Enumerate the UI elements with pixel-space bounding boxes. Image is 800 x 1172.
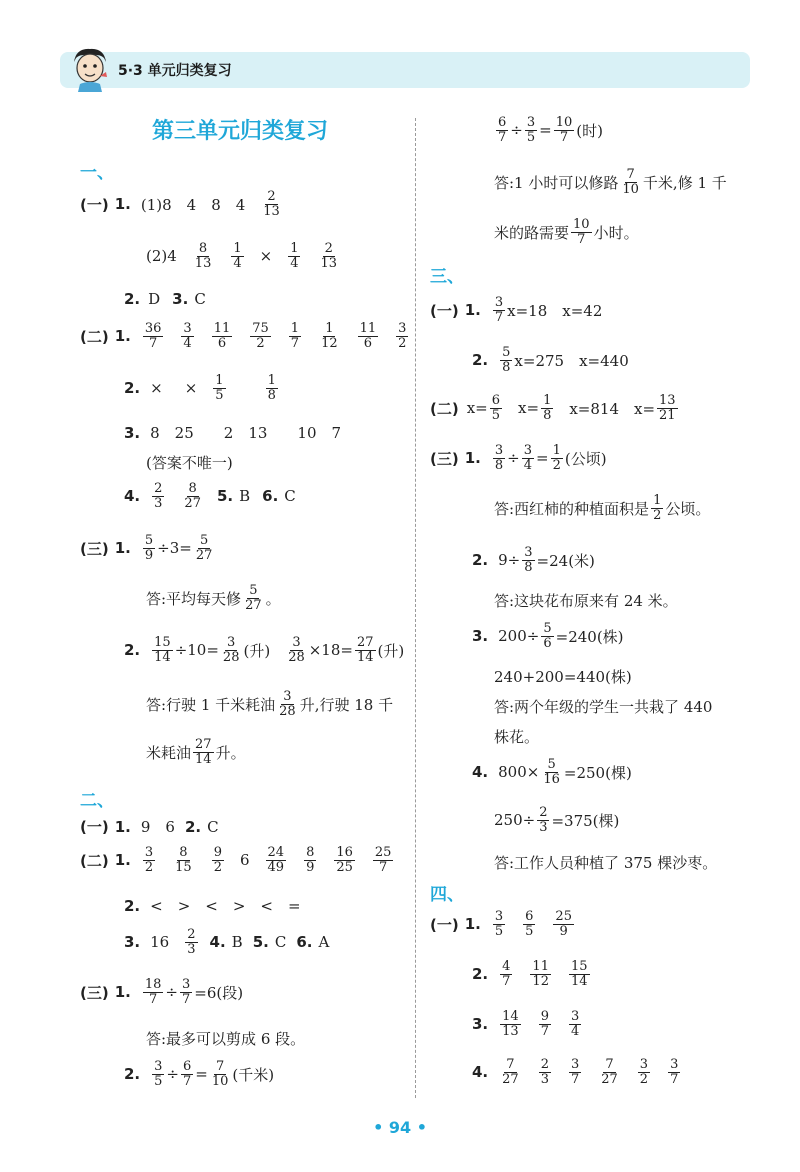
column-divider bbox=[415, 118, 416, 1098]
answer-row: 4. 800× $\frac{5}{16}$ =250(棵) bbox=[472, 757, 632, 787]
answer-row: (二) x= $\frac{6}{5}$ x= $\frac{1}{8}$ x=814 x= $\frac{13}{21}$ bbox=[430, 393, 676, 423]
answer-text: 株花。 bbox=[494, 728, 540, 746]
answer-row: (2)4 $\frac{8}{13}$ $\frac{1}{4}$ × $\frac{1}{4}$ $\frac{2}{13}$ bbox=[146, 241, 338, 271]
answer-text: 答:这块花布原来有 24 米。 bbox=[494, 592, 678, 610]
answer-row: 2. 9÷ $\frac{3}{8}$ =24(米) bbox=[472, 545, 595, 575]
section-heading-3: 三、 bbox=[430, 267, 464, 287]
section-heading-4: 四、 bbox=[430, 885, 464, 905]
answer-text: 答:平均每天修 $\frac{5}{27}$ 。 bbox=[146, 583, 281, 613]
answer-row: (二) 1. $\frac{3}{2}$ $\frac{8}{15}$ $\frac{9}{2}$ 6 $\frac{24}{49}$ $\frac{8}{9}$ $\frac{16}{25}$ $\frac{25}{7}$ bbox=[80, 845, 392, 875]
answer-row: 2. D 3. C bbox=[124, 290, 206, 308]
answer-row: 3. $\frac{14}{13}$ $\frac{9}{7}$ $\frac{3}{4}$ bbox=[472, 1009, 580, 1039]
answer-row: 2. $\frac{4}{7}$ $\frac{11}{12}$ $\frac{15}{14}$ bbox=[472, 959, 588, 989]
answer-text: 米的路需要 $\frac{10}{7}$ 小时。 bbox=[494, 217, 639, 247]
answer-row: $\frac{6}{7}$ ÷ $\frac{3}{5}$ = $\frac{10}{7}$ (时) bbox=[498, 115, 603, 145]
answer-row: (一) 1. $\frac{3}{5}$ $\frac{6}{5}$ $\frac{25}{9}$ bbox=[430, 909, 572, 939]
boy-mascot-icon bbox=[70, 46, 110, 92]
answer-row: (三) 1. $\frac{18}{7}$ ÷ $\frac{3}{7}$ =6(段) bbox=[80, 977, 244, 1007]
header-title: 5·3 单元归类复习 bbox=[118, 63, 232, 79]
answer-note: (答案不唯一) bbox=[146, 454, 233, 472]
answer-row: (一) 1. $\frac{3}{7}$ x=18 x=42 bbox=[430, 295, 603, 325]
answer-row: 3. 200÷ $\frac{5}{6}$ =240(株) bbox=[472, 621, 624, 651]
answer-text: 答:最多可以剪成 6 段。 bbox=[146, 1030, 306, 1048]
answer-text: 答:工作人员种植了 375 棵沙枣。 bbox=[494, 854, 718, 872]
answer-row: (一) 1. (1)8 4 8 4 $\frac{2}{13}$ bbox=[80, 189, 280, 219]
answer-text: 240+200=440(株) bbox=[494, 668, 632, 686]
answer-row: 2. $\frac{5}{8}$ x=275 x=440 bbox=[472, 345, 629, 375]
answer-row: 2. × × $\frac{1}{5}$ $\frac{1}{8}$ bbox=[124, 373, 276, 403]
page-number: • 94 • bbox=[373, 1118, 427, 1137]
answer-row: 2. $\frac{15}{14}$ ÷10= $\frac{3}{28}$ (升) $\frac{3}{28}$ ×18= $\frac{27}{14}$ (升) bbox=[124, 635, 405, 665]
answer-row: 3. 8 25 2 13 10 7 bbox=[124, 423, 342, 442]
answer-row: 2. < > < > < = bbox=[124, 896, 301, 915]
answer-text: 米耗油 $\frac{27}{14}$ 升。 bbox=[146, 737, 246, 767]
section-heading-2: 二、 bbox=[80, 791, 114, 811]
page-title: 第三单元归类复习 bbox=[152, 119, 329, 144]
answer-row: (一) 1. 9 6 2. C bbox=[80, 817, 219, 836]
answer-row: 4. $\frac{7}{27}$ $\frac{2}{3}$ $\frac{3}{7}$ $\frac{7}{27}$ $\frac{3}{2}$ $\frac{3}{7}$ bbox=[472, 1057, 679, 1087]
answer-text: 答:西红柿的种植面积是 $\frac{1}{2}$ 公顷。 bbox=[494, 493, 711, 523]
answer-row: (三) 1. $\frac{3}{8}$ ÷ $\frac{3}{4}$ = $\frac{1}{2}$ (公顷) bbox=[430, 443, 607, 473]
answer-row: 250÷ $\frac{2}{3}$ =375(棵) bbox=[494, 805, 620, 835]
answer-row: (三) 1. $\frac{5}{9}$ ÷3= $\frac{5}{27}$ bbox=[80, 533, 213, 563]
section-heading-1: 一、 bbox=[80, 163, 114, 183]
answer-row: (二) 1. $\frac{36}{7}$ $\frac{3}{4}$ $\frac{11}{6}$ $\frac{75}{2}$ $\frac{1}{7}$ $\frac{1}{12}$ $\frac{11}{6}$ $\frac{3}{2}$ bbox=[80, 321, 407, 351]
answer-text: 答:行驶 1 千米耗油 $\frac{3}{28}$ 升,行驶 18 千 bbox=[146, 689, 394, 719]
answer-row: 2. $\frac{3}{5}$ ÷ $\frac{6}{7}$ = $\frac{7}{10}$ (千米) bbox=[124, 1059, 275, 1089]
answer-row: 4. $\frac{2}{3}$ $\frac{8}{27}$ 5. B 6. C bbox=[124, 481, 296, 511]
answer-text: 答:两个年级的学生一共栽了 440 bbox=[494, 698, 713, 716]
answer-text: 答:1 小时可以修路 $\frac{7}{10}$ 千米,修 1 千 bbox=[494, 167, 727, 197]
answer-row: 3. 16 $\frac{2}{3}$ 4. B 5. C 6. A bbox=[124, 927, 330, 957]
